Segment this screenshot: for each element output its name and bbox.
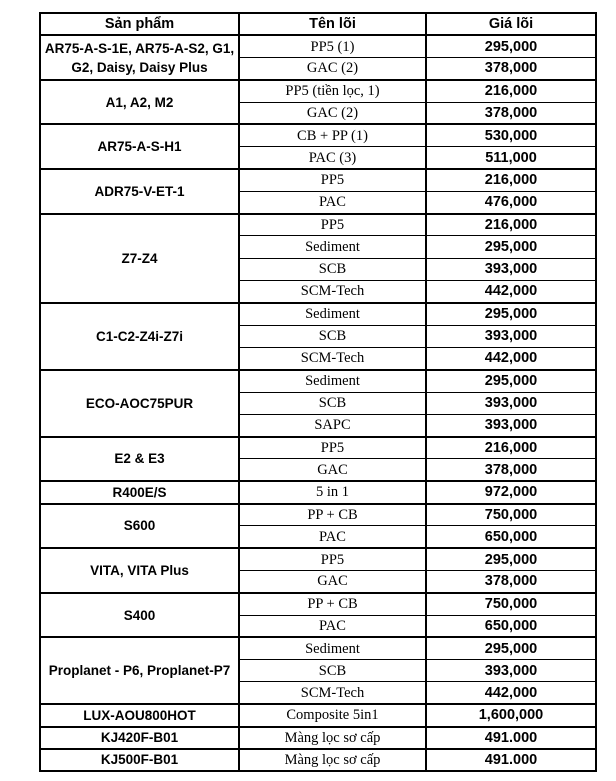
core-name-cell: SCB: [239, 392, 426, 414]
core-price-cell: 442,000: [426, 682, 596, 704]
core-price-cell: 476,000: [426, 191, 596, 213]
core-name-cell: CB + PP (1): [239, 124, 426, 146]
core-name-cell: PP + CB: [239, 504, 426, 526]
table-row: [40, 704, 596, 726]
core-price-cell: 750,000: [426, 504, 596, 526]
price-table: [39, 12, 597, 772]
core-price-cell: 1,600,000: [426, 704, 596, 726]
table-row: [40, 124, 596, 146]
table-row: [40, 35, 596, 57]
core-name-cell: GAC: [239, 570, 426, 592]
table-row: [40, 593, 596, 615]
core-price-cell: 378,000: [426, 58, 596, 80]
core-price-cell: 295,000: [426, 35, 596, 57]
core-name-cell: PP5: [239, 214, 426, 236]
table-row: [40, 504, 596, 526]
core-name-cell: Sediment: [239, 236, 426, 258]
product-cell: S600: [40, 504, 239, 549]
core-name-cell: GAC: [239, 459, 426, 481]
product-cell: AR75-A-S-H1: [40, 124, 239, 169]
core-price-cell: 972,000: [426, 481, 596, 503]
core-name-cell: 5 in 1: [239, 481, 426, 503]
core-name-cell: PP5: [239, 437, 426, 459]
core-name-cell: PAC: [239, 526, 426, 548]
core-price-cell: 393,000: [426, 392, 596, 414]
core-name-cell: PP5: [239, 169, 426, 191]
table-row: [40, 303, 596, 325]
product-cell: LUX-AOU800HOT: [40, 704, 239, 726]
product-cell: VITA, VITA Plus: [40, 548, 239, 593]
table-row: [40, 637, 596, 659]
core-price-cell: 378,000: [426, 570, 596, 592]
core-price-cell: 216,000: [426, 437, 596, 459]
product-cell: R400E/S: [40, 481, 239, 503]
product-cell: E2 & E3: [40, 437, 239, 482]
table-row: [40, 437, 596, 459]
table-row: [40, 169, 596, 191]
table-row: [40, 481, 596, 503]
table-row: [40, 370, 596, 392]
core-price-cell: 750,000: [426, 593, 596, 615]
product-cell: Z7-Z4: [40, 214, 239, 303]
core-name-cell: PAC: [239, 615, 426, 637]
core-price-cell: 216,000: [426, 169, 596, 191]
core-name-cell: SCB: [239, 325, 426, 347]
header-core-price: Giá lõi: [426, 13, 596, 35]
core-price-cell: 530,000: [426, 124, 596, 146]
core-price-cell: 295,000: [426, 637, 596, 659]
core-name-cell: PP5 (1): [239, 35, 426, 57]
table-row: [40, 548, 596, 570]
core-price-cell: 393,000: [426, 660, 596, 682]
table-row: [40, 80, 596, 102]
product-cell: ECO-AOC75PUR: [40, 370, 239, 437]
core-name-cell: SCM-Tech: [239, 347, 426, 369]
core-price-cell: 491.000: [426, 749, 596, 771]
product-cell: KJ500F-B01: [40, 749, 239, 771]
core-price-cell: 393,000: [426, 414, 596, 436]
product-cell: A1, A2, M2: [40, 80, 239, 125]
core-name-cell: PAC (3): [239, 147, 426, 169]
core-name-cell: PAC: [239, 191, 426, 213]
core-name-cell: GAC (2): [239, 58, 426, 80]
core-price-cell: 442,000: [426, 281, 596, 303]
product-cell: KJ420F-B01: [40, 727, 239, 749]
core-name-cell: Sediment: [239, 637, 426, 659]
core-name-cell: SCM-Tech: [239, 682, 426, 704]
core-price-cell: 393,000: [426, 325, 596, 347]
core-price-cell: 295,000: [426, 548, 596, 570]
header-product: Sản phẩm: [40, 13, 239, 35]
core-name-cell: PP5: [239, 548, 426, 570]
core-name-cell: GAC (2): [239, 102, 426, 124]
core-price-cell: 378,000: [426, 459, 596, 481]
core-price-cell: 295,000: [426, 236, 596, 258]
core-price-cell: 216,000: [426, 214, 596, 236]
core-name-cell: Sediment: [239, 370, 426, 392]
core-price-cell: 442,000: [426, 347, 596, 369]
core-name-cell: SCB: [239, 660, 426, 682]
product-cell: Proplanet - P6, Proplanet-P7: [40, 637, 239, 704]
header-core-name: Tên lõi: [239, 13, 426, 35]
header-row: [40, 13, 596, 35]
core-price-cell: 511,000: [426, 147, 596, 169]
core-price-cell: 378,000: [426, 102, 596, 124]
core-name-cell: SCM-Tech: [239, 281, 426, 303]
table-row: [40, 749, 596, 771]
table-body: [40, 35, 596, 771]
core-name-cell: Composite 5in1: [239, 704, 426, 726]
core-price-cell: 295,000: [426, 370, 596, 392]
core-name-cell: Màng lọc sơ cấp: [239, 727, 426, 749]
core-price-cell: 393,000: [426, 258, 596, 280]
core-name-cell: PP5 (tiền lọc, 1): [239, 80, 426, 102]
product-cell: S400: [40, 593, 239, 638]
core-price-cell: 491.000: [426, 727, 596, 749]
core-name-cell: PP + CB: [239, 593, 426, 615]
core-name-cell: SAPC: [239, 414, 426, 436]
product-cell: C1-C2-Z4i-Z7i: [40, 303, 239, 370]
core-name-cell: Sediment: [239, 303, 426, 325]
core-price-cell: 295,000: [426, 303, 596, 325]
core-price-cell: 650,000: [426, 615, 596, 637]
table-row: [40, 214, 596, 236]
core-name-cell: SCB: [239, 258, 426, 280]
product-cell: AR75-A-S-1E, AR75-A-S2, G1, G2, Daisy, Daisy Plus: [40, 35, 239, 80]
core-name-cell: Màng lọc sơ cấp: [239, 749, 426, 771]
table-row: [40, 727, 596, 749]
core-price-cell: 216,000: [426, 80, 596, 102]
core-price-cell: 650,000: [426, 526, 596, 548]
product-cell: ADR75-V-ET-1: [40, 169, 239, 214]
